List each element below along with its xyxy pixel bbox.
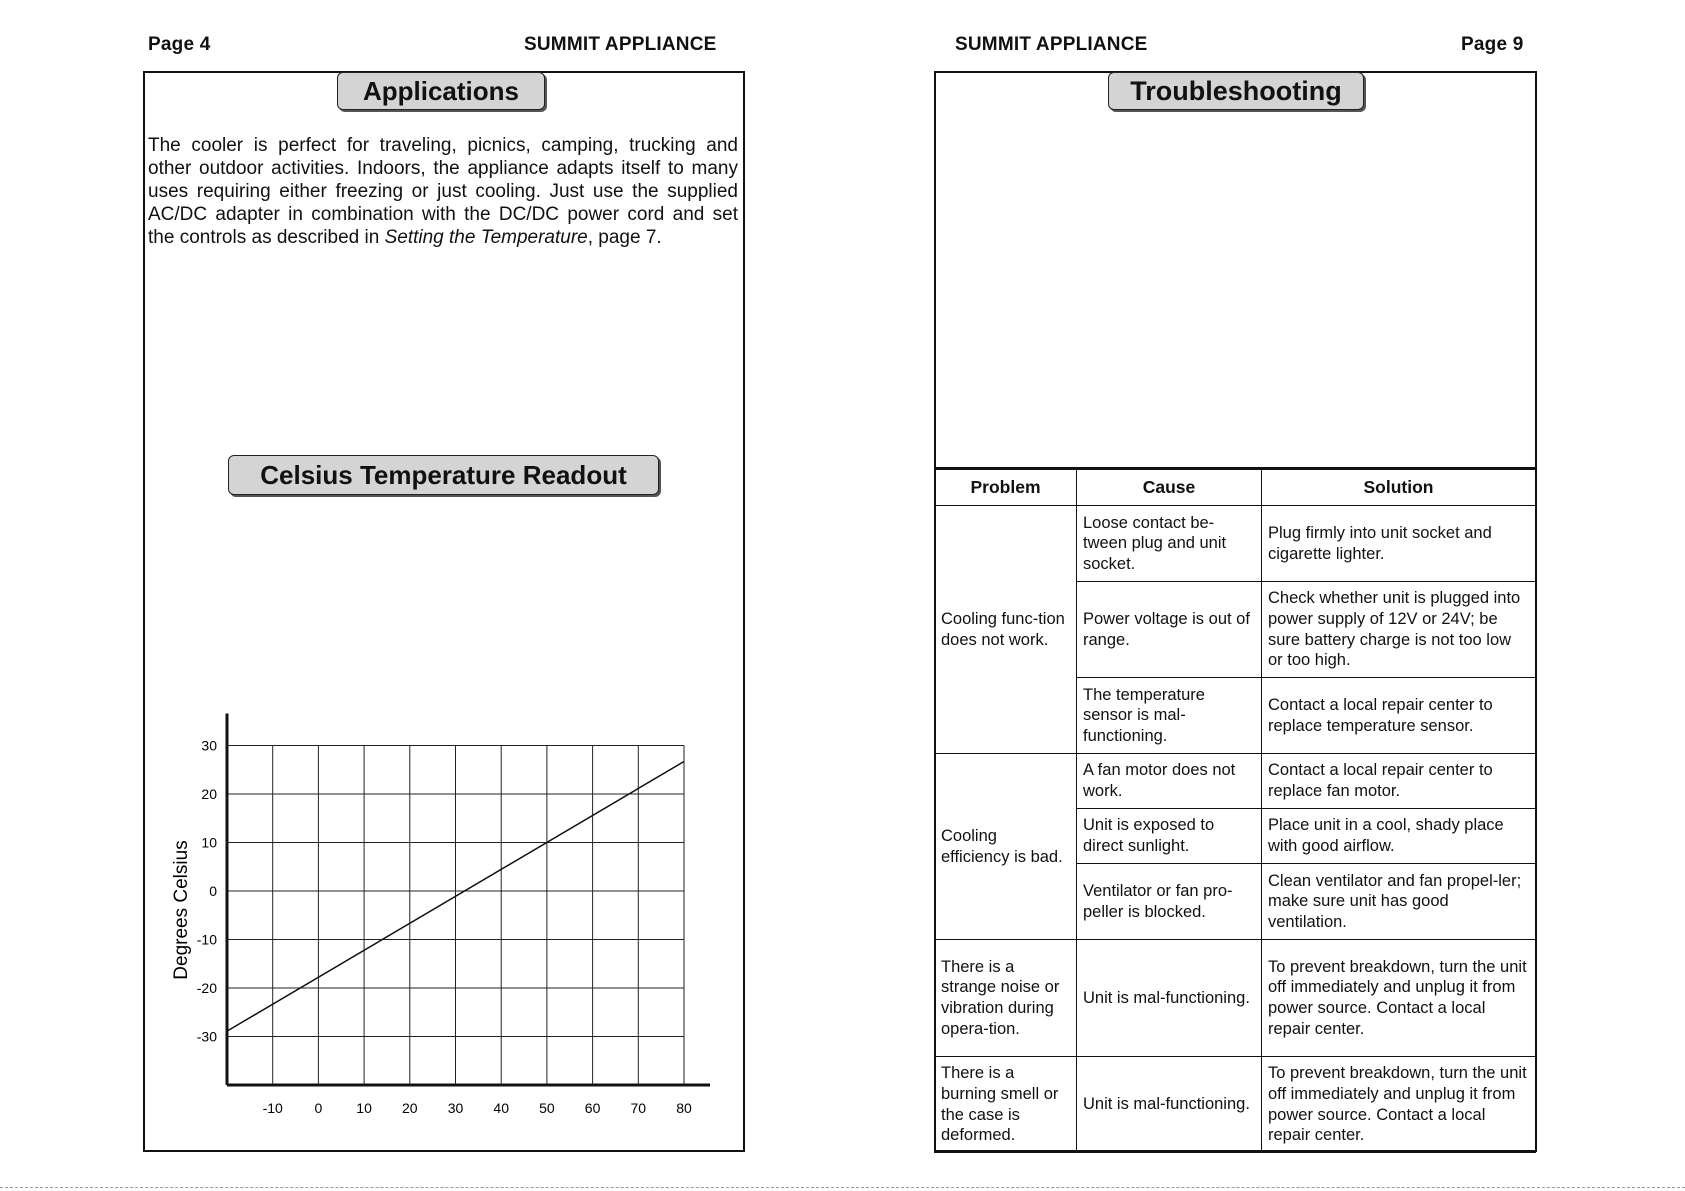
- x-tick-label: 10: [356, 1100, 372, 1116]
- x-tick-labels: [263, 1100, 692, 1116]
- table-row: [935, 940, 1536, 1057]
- x-tick-label: 30: [447, 1100, 464, 1116]
- y-tick-label: 30: [201, 737, 217, 754]
- x-tick-label: 60: [584, 1100, 601, 1116]
- cause-cell: Unit is mal-functioning.: [1077, 940, 1262, 1057]
- x-tick-label: 0: [314, 1100, 323, 1116]
- x-tick-label: 70: [630, 1100, 647, 1116]
- cause-cell: A fan motor does not work.: [1077, 754, 1262, 809]
- y-tick-label: 10: [201, 834, 217, 851]
- cause-cell: Loose contact be-tween plug and unit socket.: [1077, 506, 1262, 582]
- y-tick-label: 20: [201, 786, 217, 802]
- header-solution: Solution: [1262, 469, 1536, 506]
- x-tick-label: 50: [539, 1100, 555, 1116]
- y-tick-label: -30: [196, 1028, 217, 1045]
- y-tick-label: -20: [196, 980, 217, 996]
- problem-cell: There is a burning smell or the case is deformed.: [935, 1057, 1077, 1153]
- cause-cell: The temperature sensor is mal-functioning.: [1077, 678, 1262, 754]
- problem-cell: Cooling efficiency is bad.: [935, 754, 1077, 940]
- chart-axes: [227, 714, 710, 1086]
- problem-cell: Cooling func-tion does not work.: [935, 506, 1077, 754]
- y-tick-label: -10: [196, 931, 217, 948]
- cause-cell: Ventilator or fan pro-peller is blocked.: [1077, 864, 1262, 940]
- chart-heading: Celsius Temperature Readout: [228, 455, 659, 495]
- header-cause: Cause: [1077, 469, 1262, 506]
- right-page-label: Page 9: [1461, 34, 1524, 55]
- cause-cell: Unit is mal-functioning.: [1077, 1057, 1262, 1153]
- applications-paragraph: The cooler is perfect for traveling, picnics, camping, trucking and other outdoor activities. Indoors, the appliance adapts itself to many uses requiring either freezing or just cooling. Just use the supplied AC/DC adapter in combination with the DC/DC power cord and set the controls as described in Setting the Temperature, page 7.: [148, 135, 738, 248]
- header-problem: Problem: [935, 469, 1077, 506]
- y-tick-labels: [197, 738, 217, 1045]
- solution-cell: Contact a local repair center to replace temperature sensor.: [1262, 678, 1536, 754]
- x-tick-label: 80: [676, 1100, 692, 1116]
- solution-cell: To prevent breakdown, turn the unit off immediately and unplug it from power source. Contact a local repair center.: [1262, 1057, 1536, 1153]
- x-tick-label: -10: [262, 1100, 283, 1116]
- table-row: [935, 506, 1536, 582]
- page-bottom-edge: [0, 1187, 1685, 1188]
- right-brand-header: SUMMIT APPLIANCE: [955, 34, 1148, 55]
- x-tick-label: 40: [493, 1100, 509, 1116]
- troubleshooting-table: [934, 467, 1536, 1153]
- cause-cell: Unit is exposed to direct sunlight.: [1077, 809, 1262, 864]
- applications-heading: Applications: [337, 72, 545, 110]
- setting-temperature-ref: Setting the Temperature: [384, 227, 588, 248]
- y-axis-label: Degrees Celsius: [171, 840, 192, 980]
- troubleshooting-heading: Troubleshooting: [1108, 72, 1364, 110]
- solution-cell: Check whether unit is plugged into power supply of 12V or 24V; be sure battery charge is not too low or too high.: [1262, 582, 1536, 678]
- y-tick-label: 0: [209, 883, 217, 899]
- table-row: [935, 1057, 1536, 1153]
- chart-grid: [227, 746, 684, 1086]
- solution-cell: Clean ventilator and fan propel-ler; make sure unit has good ventilation.: [1262, 864, 1536, 940]
- solution-cell: Place unit in a cool, shady place with good airflow.: [1262, 809, 1536, 864]
- left-page-label: Page 4: [148, 34, 211, 55]
- solution-cell: Plug firmly into unit socket and cigarette lighter.: [1262, 506, 1536, 582]
- solution-cell: To prevent breakdown, turn the unit off immediately and unplug it from power source. Contact a local repair center.: [1262, 940, 1536, 1057]
- x-tick-label: 20: [402, 1100, 418, 1116]
- problem-cell: There is a strange noise or vibration during opera-tion.: [935, 940, 1077, 1057]
- solution-cell: Contact a local repair center to replace fan motor.: [1262, 754, 1536, 809]
- left-brand-header: SUMMIT APPLIANCE: [524, 34, 717, 55]
- cause-cell: Power voltage is out of range.: [1077, 582, 1262, 678]
- table-row: [935, 754, 1536, 809]
- celsius-chart: [160, 700, 720, 1130]
